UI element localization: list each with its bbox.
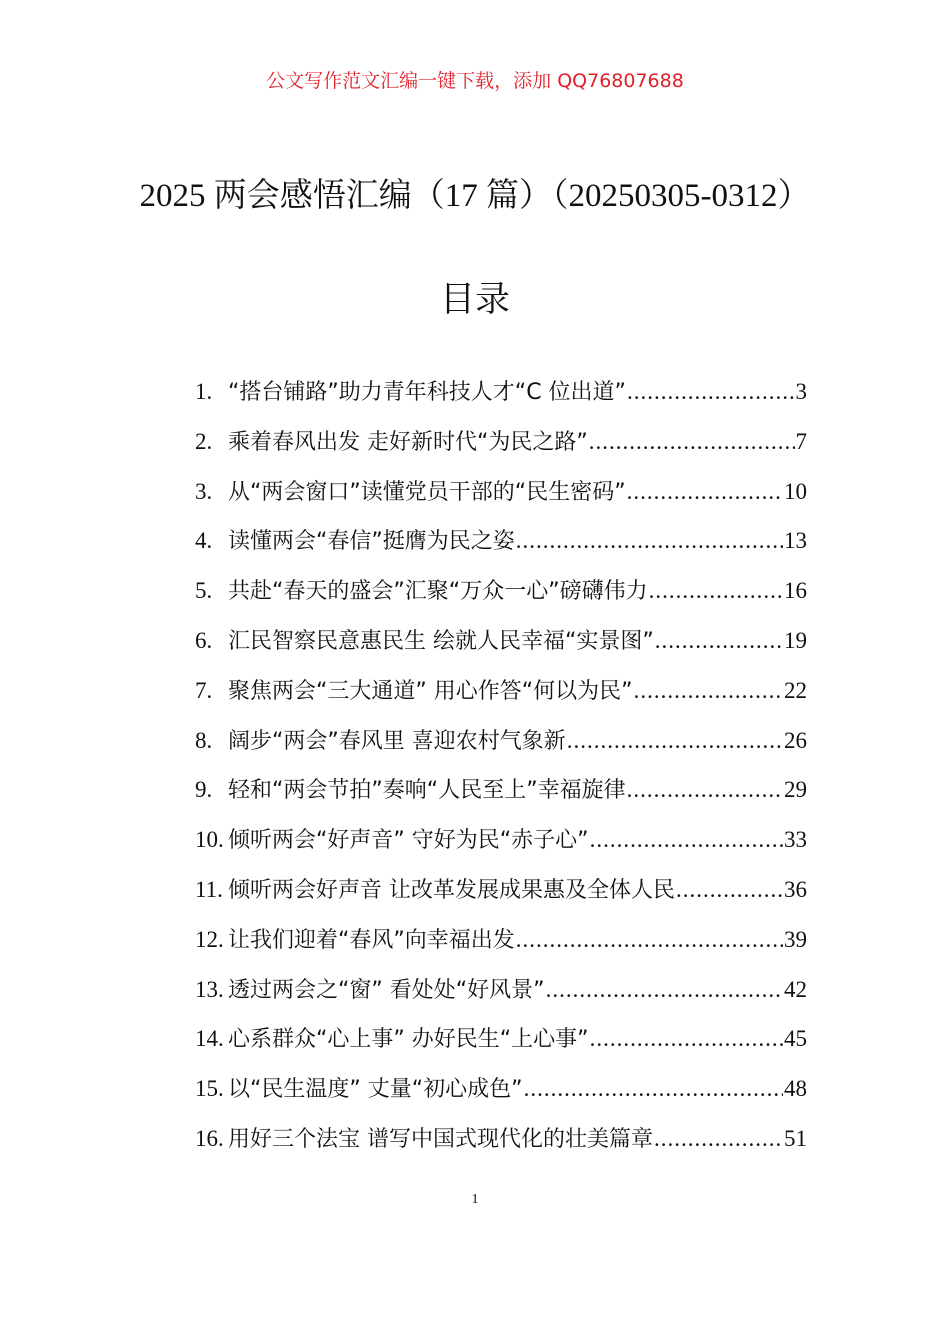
toc-number: 2. xyxy=(195,428,213,454)
toc-page: 33 xyxy=(784,827,807,853)
toc-leader xyxy=(546,977,783,1003)
toc-entry[interactable] xyxy=(195,1122,807,1172)
toc-entry[interactable] xyxy=(195,873,807,923)
toc-entry[interactable] xyxy=(195,923,807,973)
page-number: 1 xyxy=(471,1192,479,1207)
toc-entry[interactable] xyxy=(195,973,807,1023)
toc-number: 5. xyxy=(195,578,213,604)
toc-entry[interactable] xyxy=(195,1072,807,1122)
toc-number: 10. xyxy=(195,827,224,853)
toc-page: 22 xyxy=(784,677,807,703)
toc-leader xyxy=(516,927,783,953)
toc-page: 39 xyxy=(784,926,807,952)
toc-title: 透过两会之“窗” 看处处“好风景” xyxy=(228,977,545,1003)
toc-title: 倾听两会“好声音” 守好为民“赤子心” xyxy=(228,828,589,854)
toc-leader xyxy=(627,777,783,803)
toc-number: 7. xyxy=(195,677,213,703)
toc-title: 用好三个法宝 谱写中国式现代化的壮美篇章 xyxy=(228,1126,653,1152)
toc-number: 3. xyxy=(195,478,213,504)
document-title: 2025 两会感悟汇编（17 篇）（20250305-0312） xyxy=(139,178,811,214)
toc-leader xyxy=(627,379,795,405)
toc-leader xyxy=(590,1026,783,1052)
toc-leader xyxy=(634,678,783,704)
toc-leader xyxy=(654,1126,783,1152)
toc-entry[interactable] xyxy=(195,375,807,425)
toc-title: 汇民智察民意惠民生 绘就人民幸福“实景图” xyxy=(228,628,654,654)
toc-title: 让我们迎着“春风”向幸福出发 xyxy=(228,927,515,953)
toc-leader xyxy=(627,479,783,505)
toc-entry[interactable] xyxy=(195,624,807,674)
toc-leader xyxy=(590,827,783,853)
toc-title: 阔步“两会”春风里 喜迎农村气象新 xyxy=(228,728,566,754)
toc-leader xyxy=(589,429,795,455)
toc-entry[interactable] xyxy=(195,425,807,475)
toc-number: 4. xyxy=(195,528,213,554)
download-banner: 公文写作范文汇编一键下载，添加 QQ76807688 xyxy=(266,70,684,92)
toc-page: 10 xyxy=(784,478,807,504)
toc-page: 45 xyxy=(784,1026,807,1052)
toc-page: 13 xyxy=(784,528,807,554)
toc-title: 乘着春风出发 走好新时代“为民之路” xyxy=(228,429,588,455)
toc-page: 51 xyxy=(784,1125,807,1151)
toc-entry[interactable] xyxy=(195,475,807,525)
toc-title: 共赴“春天的盛会”汇聚“万众一心”磅礴伟力 xyxy=(228,579,648,605)
toc-leader xyxy=(655,628,783,654)
toc-entry[interactable] xyxy=(195,574,807,624)
toc-page: 42 xyxy=(784,976,807,1002)
toc-page: 3 xyxy=(795,379,807,404)
toc-number: 8. xyxy=(195,727,213,753)
toc-page: 48 xyxy=(784,1076,807,1102)
toc-leader xyxy=(516,528,783,554)
toc-entry[interactable] xyxy=(195,823,807,873)
toc-page: 7 xyxy=(795,428,807,454)
toc-title: 读懂两会“春信”挺膺为民之姿 xyxy=(228,529,515,555)
toc-number: 14. xyxy=(195,1026,224,1052)
toc-leader xyxy=(524,1076,783,1102)
toc-number: 6. xyxy=(195,627,213,653)
toc-leader xyxy=(649,578,783,604)
toc-title: “搭台铺路”助力青年科技人才“C 位出道” xyxy=(228,380,626,405)
toc-number: 16. xyxy=(195,1125,224,1151)
toc-number: 12. xyxy=(195,926,224,952)
toc-number: 15. xyxy=(195,1076,224,1102)
toc-title: 从“两会窗口”读懂党员干部的“民生密码” xyxy=(228,479,626,505)
toc-title: 心系群众“心上事” 办好民生“上心事” xyxy=(228,1027,589,1053)
toc-entry[interactable] xyxy=(195,724,807,774)
toc-page: 16 xyxy=(784,578,807,604)
toc-page: 29 xyxy=(784,777,807,803)
toc-page: 19 xyxy=(784,627,807,653)
table-of-contents xyxy=(195,375,807,1172)
toc-title: 以“民生温度” 丈量“初心成色” xyxy=(228,1077,523,1103)
toc-leader xyxy=(676,877,783,903)
toc-page: 26 xyxy=(784,727,807,753)
toc-entry[interactable] xyxy=(195,524,807,574)
toc-number: 1. xyxy=(195,379,213,404)
toc-entry[interactable] xyxy=(195,674,807,724)
toc-entry[interactable] xyxy=(195,1022,807,1072)
toc-title: 倾听两会好声音 让改革发展成果惠及全体人民 xyxy=(228,877,675,903)
toc-title: 聚焦两会“三大通道” 用心作答“何以为民” xyxy=(228,678,633,704)
toc-entry[interactable] xyxy=(195,773,807,823)
toc-heading: 目录 xyxy=(439,280,510,320)
toc-number: 11. xyxy=(195,876,223,902)
toc-number: 9. xyxy=(195,777,213,803)
toc-number: 13. xyxy=(195,976,224,1002)
toc-page: 36 xyxy=(784,876,807,902)
toc-title: 轻和“两会节拍”奏响“人民至上”幸福旋律 xyxy=(228,778,626,804)
toc-leader xyxy=(567,728,783,754)
